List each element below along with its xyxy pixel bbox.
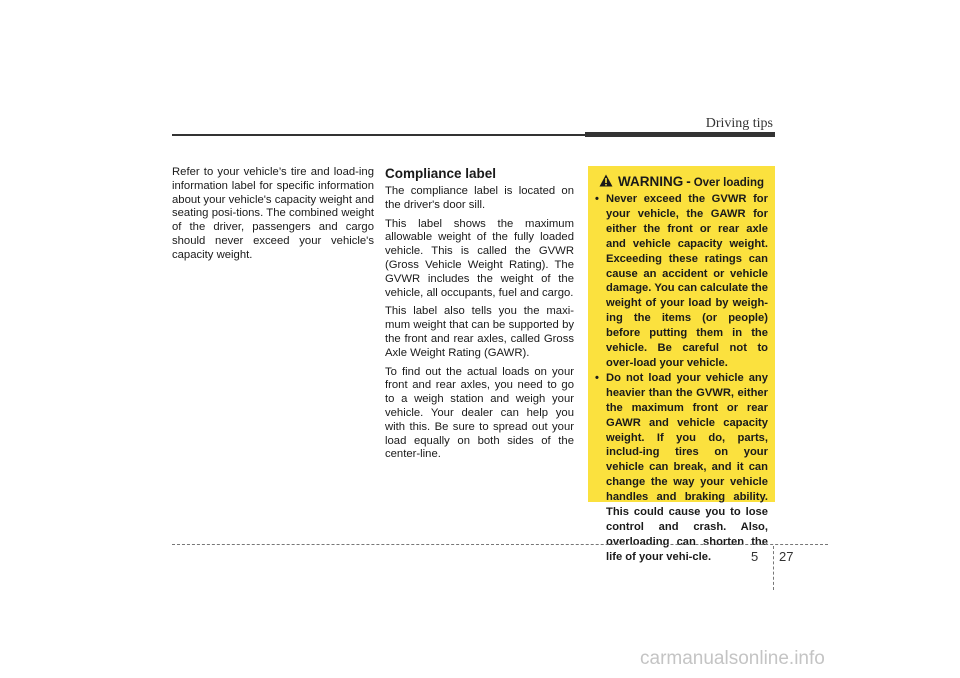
warning-triangle-icon (599, 174, 613, 187)
header-rule-accent (585, 132, 775, 137)
middle-column (385, 166, 574, 467)
footer-rule (172, 544, 828, 545)
section-number: 5 (751, 549, 759, 564)
intro-paragraph: Refer to your vehicle’s tire and load-ing information label for specific information about your vehicle's capacity weight and seating posi-tions. The combined weight of the driver, passengers and cargo should never exceed your vehicle's capacity weight. (172, 166, 374, 261)
left-column (172, 166, 374, 263)
compliance-paragraph: The compliance label is located on the driver's door sill. (385, 185, 574, 211)
warning-header (595, 174, 768, 189)
warning-box (588, 166, 775, 563)
warning-subtitle: Over loading (693, 177, 765, 189)
page-number: 27 (779, 549, 794, 564)
page-divider (773, 546, 774, 590)
warning-bullet: • Never exceed the GVWR for your vehicle, the GAWR for either the front or rear axle and vehicle capacity weight. Exceeding these ratings can cause an accident or vehicle damage. You can calculate the weight of your load by weigh-ing the items (or people) before putting them in the vehicle. Be careful not to over-load your vehicle. (595, 192, 768, 371)
compliance-paragraph: To find out the actual loads on your front and rear axles, you need to go to a weigh station and weigh your vehicle. Your dealer can help you with this. Be sure to spread out your load equally on both sides of the center-line. (385, 365, 574, 461)
warning-separator: - (686, 174, 691, 189)
warning-title: WARNING (617, 174, 684, 189)
warning-list (595, 192, 768, 565)
watermark-text: carmanualsonline.info (640, 648, 825, 669)
compliance-heading: Compliance label (385, 166, 497, 181)
warning-bullet: • Do not load your vehicle any heavier than the GVWR, either the maximum front or rear GAWR and vehicle capacity weight. If you do, parts, includ-ing tires on your vehicle can break, and it can change the way your vehicle handles and braking ability. This could cause you to lose control and crash. Also, overloading can shorten the life of your vehi-cle. (595, 371, 768, 565)
compliance-paragraph: This label also tells you the maxi-mum weight that can be supported by the front and rear axles, called Gross Axle Weight Rating (GAWR). (385, 305, 574, 359)
compliance-paragraph: This label shows the maximum allowable weight of the fully loaded vehicle. This is called the GVWR (Gross Vehicle Weight Rating). The GVWR includes the weight of the vehicle, all occupants, fuel and cargo. (385, 217, 574, 299)
section-title: Driving tips (705, 116, 773, 131)
